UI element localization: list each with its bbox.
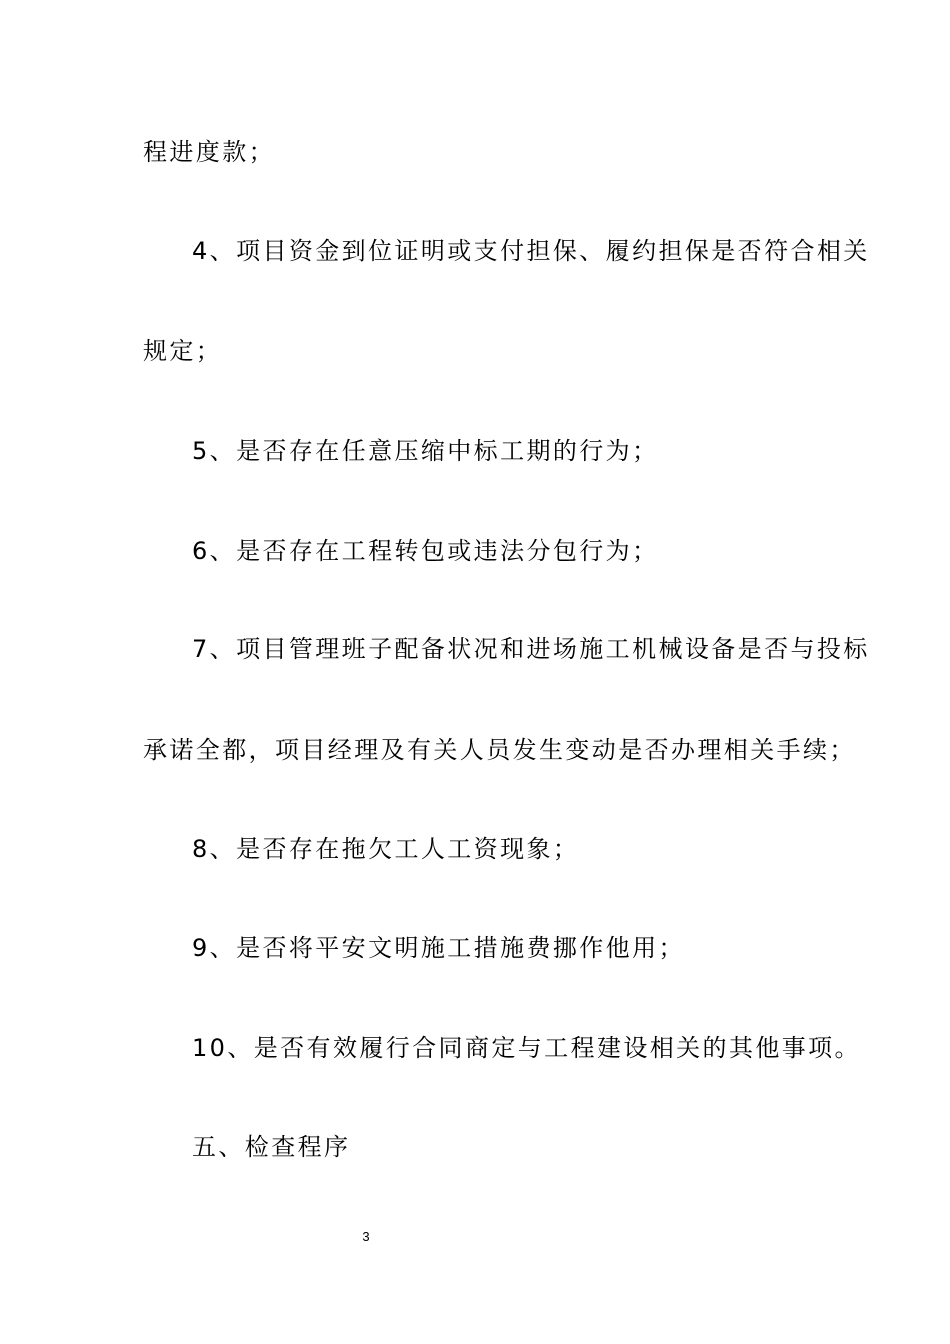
text-line-continuation: 程进度款；	[143, 138, 275, 166]
text-line-continuation: 规定；	[143, 337, 223, 365]
list-item-7: 7、项目管理班子配备状况和进场施工机械设备是否与投标	[192, 635, 870, 663]
list-item-8: 8、是否存在拖欠工人工资现象；	[192, 835, 580, 863]
page-number: 3	[362, 1229, 370, 1244]
list-item-6: 6、是否存在工程转包或违法分包行为；	[192, 537, 659, 565]
text-line-continuation: 承诺全都，项目经理及有关人员发生变动是否办理相关手续；	[143, 736, 856, 764]
list-item-5: 5、是否存在任意压缩中标工期的行为；	[192, 437, 659, 465]
section-heading: 五、检查程序	[192, 1133, 351, 1161]
list-item-4: 4、项目资金到位证明或支付担保、履约担保是否符合相关	[192, 237, 870, 265]
list-item-9: 9、是否将平安文明施工措施费挪作他用；	[192, 934, 685, 962]
list-item-10: 10、是否有效履行合同商定与工程建设相关的其他事项。	[192, 1034, 861, 1062]
